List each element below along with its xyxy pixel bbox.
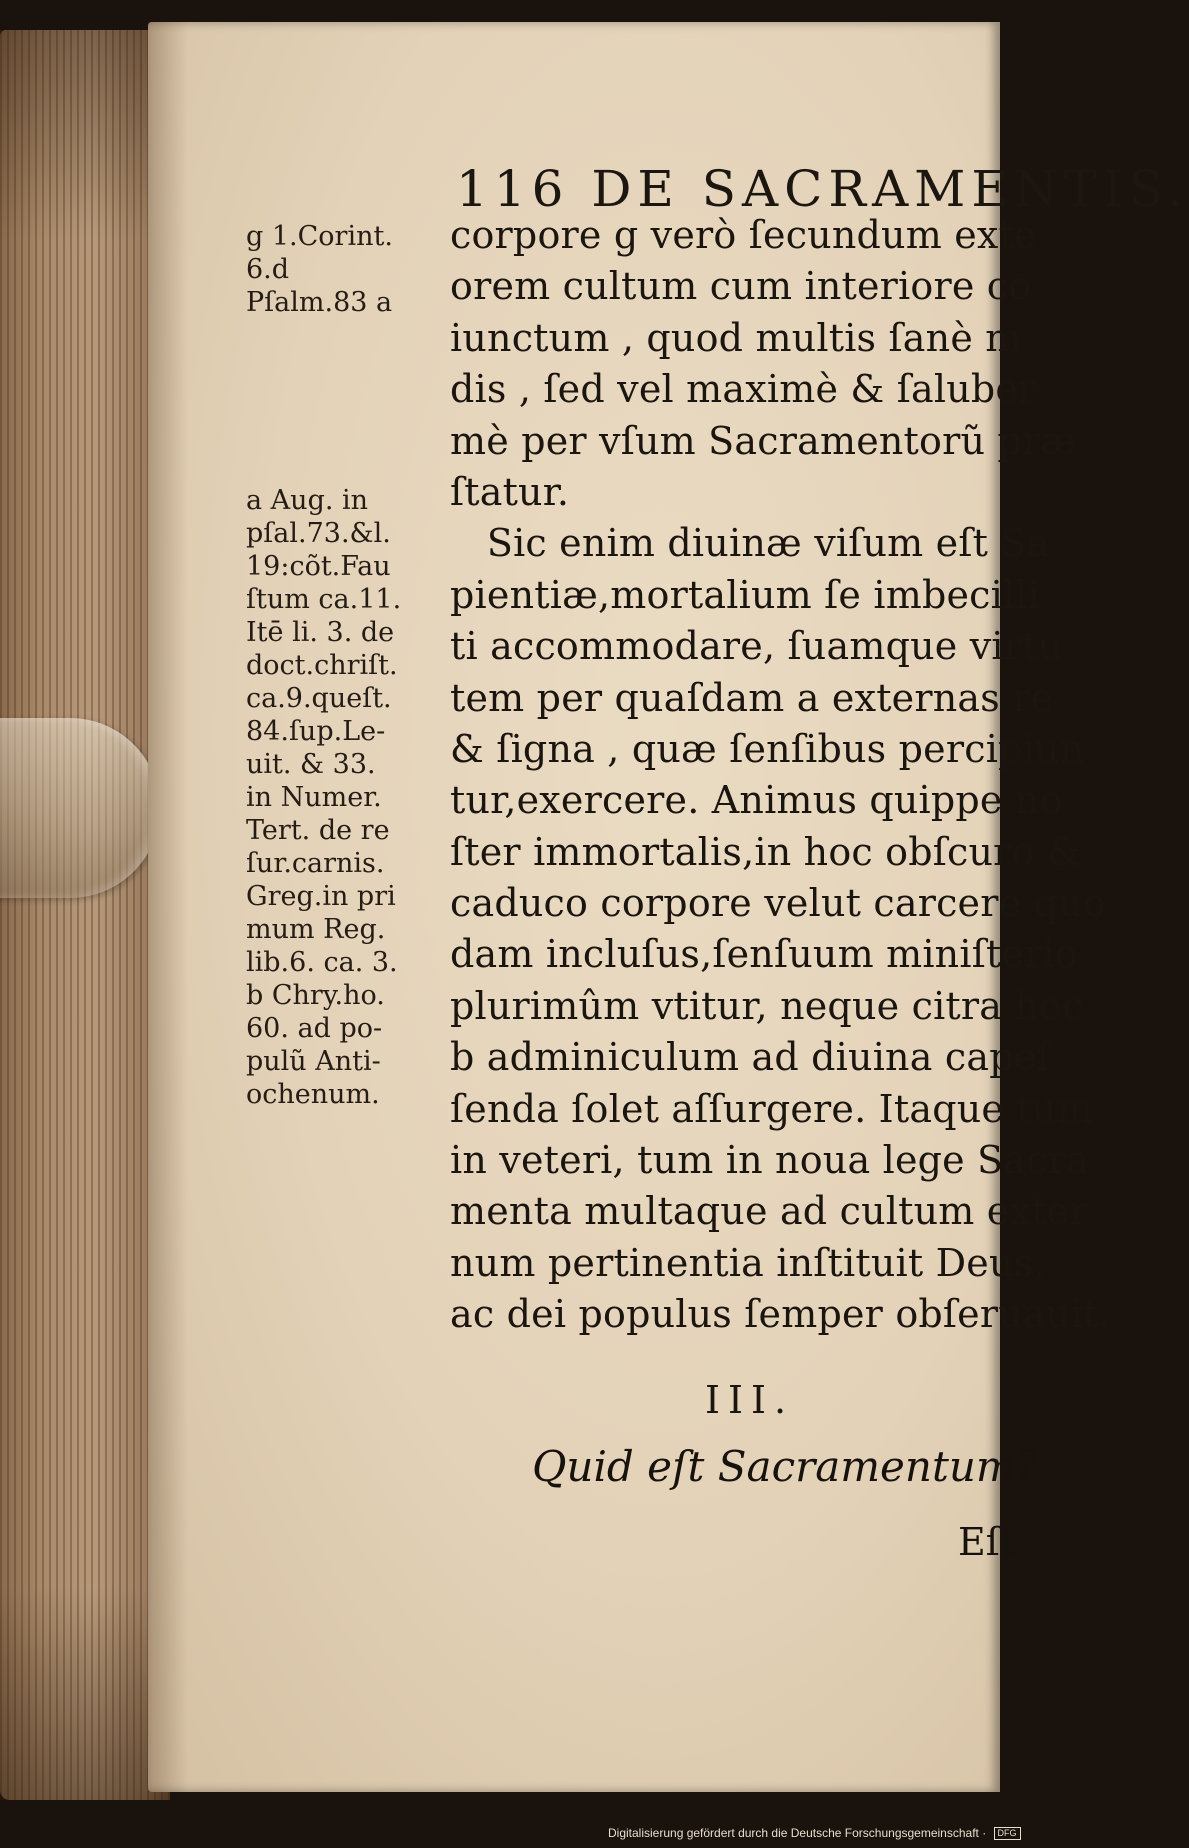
margin-note: 60. ad po- xyxy=(246,1013,383,1044)
text-line: num pertinentia inſtituit Deus, xyxy=(450,1240,1046,1285)
text-line: b adminiculum ad diuina capeſ xyxy=(450,1035,1051,1080)
text-line: dis , ſed vel maximè & ſaluber xyxy=(450,367,1037,412)
margin-note: mum Reg. xyxy=(246,914,386,945)
text-line: Sic enim diuinæ viſum eſt Sa xyxy=(450,521,1050,566)
text-line: corpore g verò ſecundum exte xyxy=(450,213,1037,257)
text-line: ac dei populus ſemper obſeruauit. xyxy=(450,1292,1111,1337)
text-line: tem per quaſdam a externas re xyxy=(450,675,1054,720)
margin-note: pſal.73.&l. xyxy=(246,518,391,549)
section-number: III. xyxy=(705,1378,795,1422)
margin-note: ſur.carnis. xyxy=(246,848,385,879)
margin-note: 19:cõt.Fau xyxy=(246,551,391,582)
text-line: tur,exercere. Animus quippe no xyxy=(450,778,1063,823)
margin-note: Pſalm.83 a xyxy=(246,287,393,318)
margin-note: Tert. de re xyxy=(246,815,390,846)
margin-note: doct.chriſt. xyxy=(246,650,398,681)
text-line: caduco corpore velut carcere quo xyxy=(450,881,1106,926)
margin-note: Greg.in pri xyxy=(246,881,396,912)
text-line: ſter immortalis,in hoc obſcuro & xyxy=(450,829,1081,874)
margin-note: ſtum ca.11. xyxy=(246,584,402,615)
margin-note: 6.d xyxy=(246,254,290,285)
margin-note xyxy=(246,352,446,385)
margin-note xyxy=(246,319,446,352)
margin-note xyxy=(246,385,446,418)
margin-notes xyxy=(246,220,446,1111)
credit-text: Digitalisierung gefördert durch die Deutsche Forschungsgemeinschaft · xyxy=(608,1826,987,1840)
margin-note: 84.ſup.Le- xyxy=(246,716,386,747)
text-line: pientiæ,mortalium ſe imbecilli xyxy=(450,572,1041,617)
book-fore-edge xyxy=(0,30,170,1800)
margin-note: uit. & 33. xyxy=(246,749,376,780)
margin-note: in Numer. xyxy=(246,782,382,813)
main-text-block xyxy=(450,210,1111,1341)
text-line: plurimûm vtitur, neque citra hoc xyxy=(450,983,1084,1028)
text-line: & ſigna , quæ ſenſibus percipiun xyxy=(450,726,1085,771)
catchword: Eſt xyxy=(958,1520,1016,1564)
margin-note: Itē li. 3. de xyxy=(246,617,395,648)
margin-note: ca.9.queſt. xyxy=(246,683,392,714)
margin-note: ochenum. xyxy=(246,1079,380,1110)
section-question: Quid eſt Sacramentum? xyxy=(532,1442,1039,1491)
text-line: menta multaque ad cultum exter xyxy=(450,1189,1088,1234)
text-line: dam incluſus,ſenſuum miniſterio xyxy=(450,932,1078,977)
text-line: in veteri, tum in noua lege Sacra xyxy=(450,1138,1089,1183)
dfg-logo-icon: DFG xyxy=(994,1827,1021,1840)
digitization-credit xyxy=(608,1826,1021,1840)
margin-note: g 1.Corint. xyxy=(246,221,393,252)
margin-note: b Chry.ho. xyxy=(246,980,385,1011)
margin-note xyxy=(246,418,446,451)
text-line: ſtatur. xyxy=(450,469,570,514)
text-line: ti accommodare, ſuamque virtu xyxy=(450,624,1063,669)
margin-note: lib.6. ca. 3. xyxy=(246,947,398,978)
text-line: iunctum , quod multis ſanè m xyxy=(450,315,1022,360)
text-line: orem cultum cum interiore co xyxy=(450,264,1032,309)
margin-note: pulũ Anti- xyxy=(246,1046,381,1077)
text-line: mè per vſum Sacramentorũ præ xyxy=(450,418,1077,463)
margin-note xyxy=(246,451,446,484)
text-line: ſenda ſolet aſſurgere. Itaque tum xyxy=(450,1086,1093,1131)
running-head: 116 DE SACRAMENTIS. xyxy=(456,160,1189,218)
margin-note: a Aug. in xyxy=(246,485,369,516)
